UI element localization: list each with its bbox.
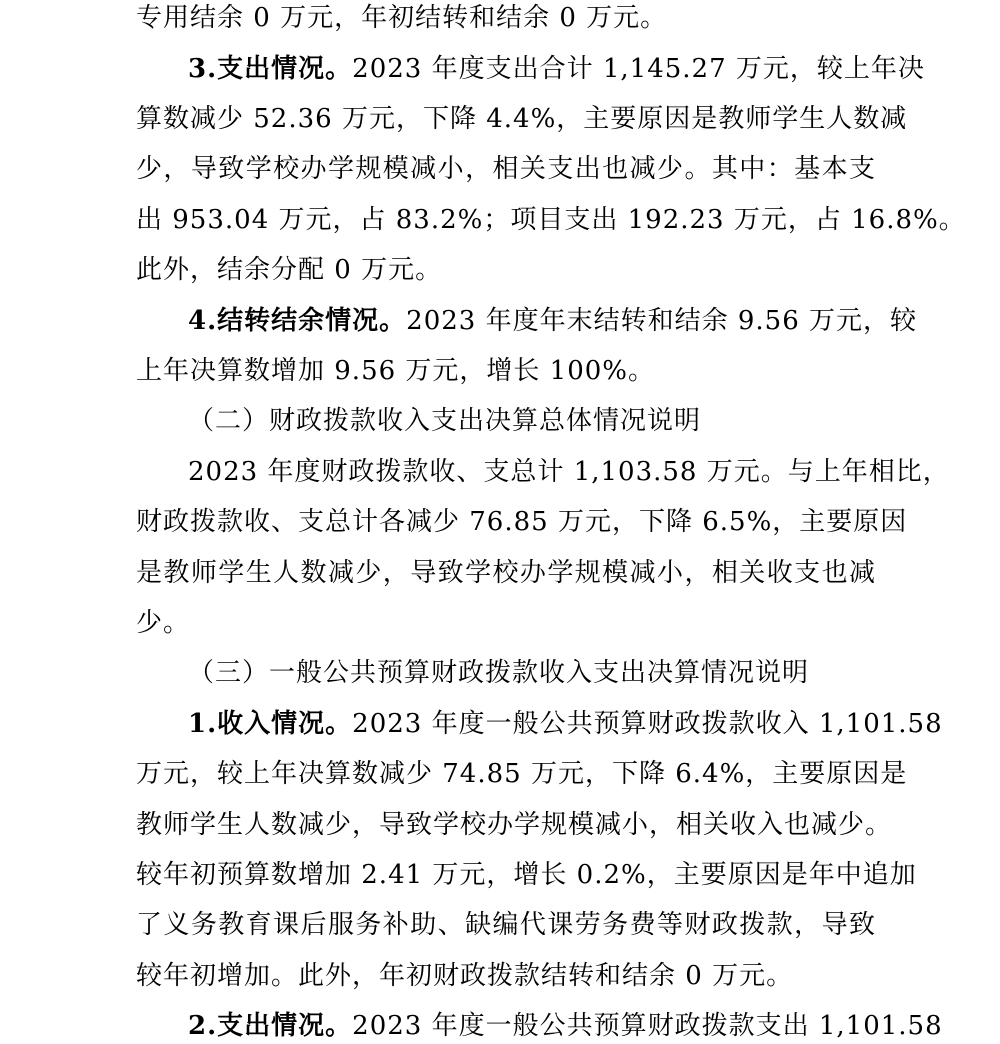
- subsection-title: [188, 404, 876, 438]
- paragraph-line: [136, 556, 876, 590]
- line-text: 是教师学生人数减少，导致学校办学规模减小，相关收支也减: [136, 558, 876, 588]
- line-text: 财政拨款收、支总计各减少 76.85 万元，下降 6.5%，主要原因: [136, 507, 908, 537]
- line-text: 专用结余 0 万元，年初结转和结余 0 万元。: [136, 3, 668, 33]
- paragraph-line: [188, 1009, 943, 1043]
- line-text: 较年初预算数增加 2.41 万元，增长 0.2%，主要原因是年中追加: [136, 860, 917, 890]
- paragraph-line: [136, 757, 908, 791]
- paragraph-line: [136, 102, 908, 136]
- line-text: （三）一般公共预算财政拨款收入支出决算情况说明: [188, 658, 810, 688]
- paragraph-line: [188, 455, 950, 489]
- paragraph-line: [136, 505, 908, 539]
- paragraph-line: [136, 858, 917, 892]
- paragraph-line: [136, 808, 893, 842]
- line-text: 上年决算数增加 9.56 万元，增长 100%。: [136, 356, 656, 386]
- line-text: 了义务教育课后服务补助、缺编代课劳务费等财政拨款，导致: [136, 910, 876, 940]
- paragraph-line: [136, 1, 876, 35]
- paragraph-line: [136, 959, 876, 993]
- paragraph-line: [188, 707, 943, 741]
- line-text: 算数减少 52.36 万元，下降 4.4%，主要原因是教师学生人数减: [136, 104, 908, 134]
- line-text: 少，导致学校办学规模减小，相关支出也减少。其中：基本支: [136, 154, 876, 184]
- line-text: 少。: [136, 608, 191, 638]
- paragraph-line: [136, 203, 966, 237]
- line-text: 教师学生人数减少，导致学校办学规模减小，相关收入也减少。: [136, 810, 893, 840]
- paragraph-line: [136, 908, 876, 942]
- line-text: 万元，较上年决算数减少 74.85 万元，下降 6.4%，主要原因是: [136, 759, 908, 789]
- paragraph-line: [188, 304, 918, 338]
- subsection-title: [188, 656, 876, 690]
- paragraph-line: [136, 152, 876, 186]
- paragraph-line: [136, 253, 876, 287]
- line-text: 较年初增加。此外，年初财政拨款结转和结余 0 万元。: [136, 961, 794, 991]
- line-text: 出 953.04 万元，占 83.2%；项目支出 192.23 万元，占 16.8%。: [136, 205, 966, 235]
- line-text: （二）财政拨款收入支出决算总体情况说明: [188, 406, 702, 436]
- line-text: 2023 年度支出合计 1,145.27 万元，较上年决: [352, 54, 925, 84]
- line-text: 2023 年度一般公共预算财政拨款收入 1,101.58: [352, 709, 943, 739]
- paragraph-line: [136, 606, 876, 640]
- section-heading: 3.支出情况。: [188, 54, 353, 84]
- line-text: 此外，结余分配 0 万元。: [136, 255, 443, 285]
- line-text: 2023 年度年末结转和结余 9.56 万元，较: [406, 306, 918, 336]
- line-text: 2023 年度一般公共预算财政拨款支出 1,101.58: [352, 1011, 943, 1041]
- paragraph-line: [136, 354, 876, 388]
- section-heading: 1.收入情况。: [188, 709, 353, 739]
- line-text: 2023 年度财政拨款收、支总计 1,103.58 万元。与上年相比，: [188, 457, 950, 487]
- paragraph-line: [188, 52, 925, 86]
- section-heading: 2.支出情况。: [188, 1011, 353, 1041]
- section-heading: 4.结转结余情况。: [188, 306, 407, 336]
